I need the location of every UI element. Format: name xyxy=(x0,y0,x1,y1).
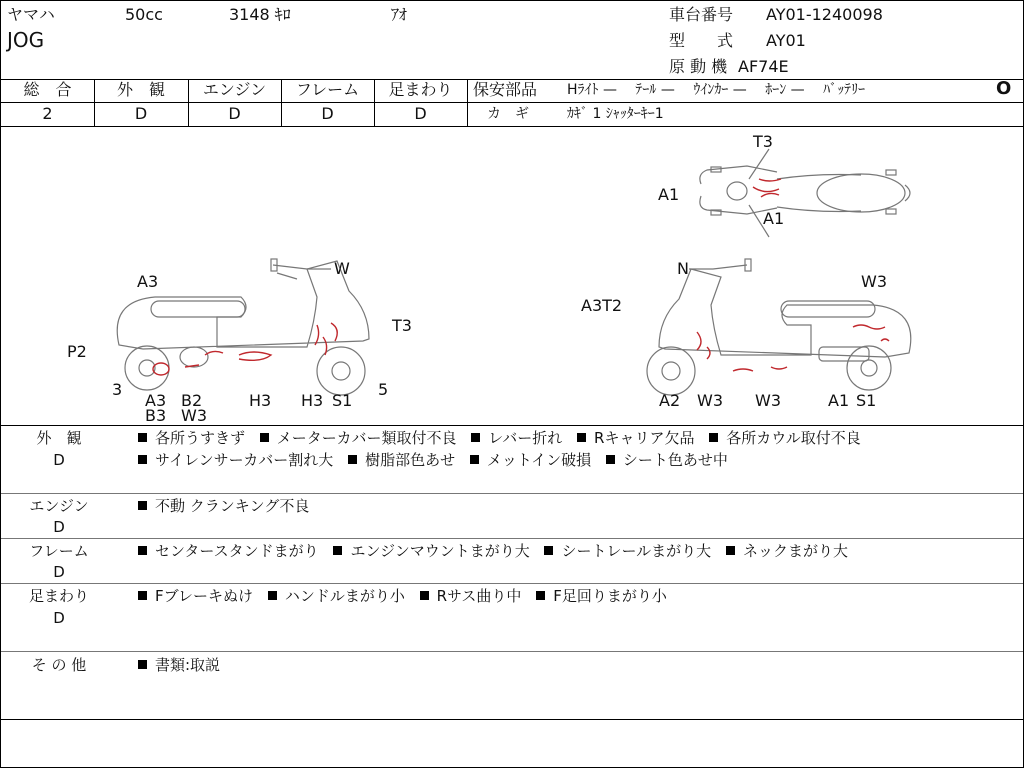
engine-label: 原 動 機 xyxy=(669,57,728,76)
grade-label: 総 合 xyxy=(23,80,72,99)
remarks-line xyxy=(138,449,738,471)
diagram-label: H3 xyxy=(301,391,324,410)
section-label: 足まわり xyxy=(28,587,89,605)
diagram-label: B2 xyxy=(181,391,203,410)
diagram-label: B3 xyxy=(145,406,167,425)
grade-label: フレーム xyxy=(295,80,360,99)
model-name: JOG xyxy=(7,28,45,52)
diagram-label: W3 xyxy=(755,391,781,410)
remark-item: ネックまがり大 xyxy=(742,542,848,560)
grade-label: 外 観 xyxy=(116,80,165,99)
diagram-label: A3T2 xyxy=(581,296,623,315)
remarks-line xyxy=(138,585,677,607)
remark-item: Fブレーキぬけ xyxy=(155,587,254,605)
remark-item: Rサス曲り中 xyxy=(436,587,522,605)
remark-item: レバー折れ xyxy=(488,429,563,447)
remark-item: 不動 クランキング不良 xyxy=(155,497,310,515)
body-color: ｱｵ xyxy=(391,5,408,24)
remark-item: 樹脂部色あせ xyxy=(365,451,456,469)
diagram-label: A3 xyxy=(137,272,159,291)
remark-item: Rキャリア欠品 xyxy=(594,429,695,447)
grade-value: 2 xyxy=(42,104,53,123)
diagram-label: 3 xyxy=(112,380,123,399)
diagram-label: W3 xyxy=(697,391,723,410)
diagram-labels xyxy=(1,127,1023,425)
type-label: 型 式 xyxy=(669,31,734,50)
remark-item: メーターカバー類取付不良 xyxy=(276,429,457,447)
grade-value: D xyxy=(134,104,148,123)
frame-number-label: 車台番号 xyxy=(669,5,734,24)
remarks-line xyxy=(138,654,230,676)
grade-value: D xyxy=(228,104,241,123)
diagram-label: A1 xyxy=(658,185,680,204)
remark-item: ハンドルまがり小 xyxy=(284,587,405,605)
diagram-label: T3 xyxy=(392,316,412,335)
remark-item: F足回りまがり小 xyxy=(553,587,667,605)
frame-number: AY01-1240098 xyxy=(766,5,883,24)
remark-item: メットイン破損 xyxy=(486,451,592,469)
diagram-label: A2 xyxy=(659,391,681,410)
diagram-label: S1 xyxy=(856,391,877,410)
diagram-label: A1 xyxy=(828,391,850,410)
section-grade: D xyxy=(53,518,65,536)
grade-label: エンジン xyxy=(202,80,267,99)
diagram-label: H3 xyxy=(249,391,272,410)
grade-value: D xyxy=(321,104,334,123)
section-grade: D xyxy=(53,451,65,469)
section-label: エンジン xyxy=(29,497,89,515)
grade-value: D xyxy=(414,104,427,123)
remark-item: センタースタンドまがり xyxy=(155,542,319,560)
diagram-label: T3 xyxy=(753,132,773,151)
diagram-label: N xyxy=(677,259,689,278)
engine-value: AF74E xyxy=(738,57,789,76)
diagram-label: W3 xyxy=(861,272,887,291)
battery-status: O xyxy=(996,78,1012,99)
diagram-label: W3 xyxy=(181,406,207,425)
diagram-label: A1 xyxy=(763,209,785,228)
remarks-line xyxy=(138,427,871,449)
safety-parts-items: Hﾗｲﾄ — ﾃｰﾙ — ｳｲﾝｶｰ — ﾎｰﾝ — ﾊﾞｯﾃﾘｰ xyxy=(567,82,866,98)
remark-item: 書類:取説 xyxy=(155,656,221,674)
maker: ヤマハ xyxy=(7,5,55,24)
section-grade: D xyxy=(53,609,65,627)
section-label: 外 観 xyxy=(36,429,82,447)
type-value: AY01 xyxy=(766,31,806,50)
remark-item: エンジンマウントまがり大 xyxy=(350,542,530,560)
diagram-label: S1 xyxy=(332,391,353,410)
displacement: 50cc xyxy=(125,5,163,24)
remark-item: シートレールまがり大 xyxy=(561,542,712,560)
key-value: ｶｷﾞ 1 ｼｬｯﾀｰｷｰ1 xyxy=(567,106,664,122)
section-label: そ の 他 xyxy=(31,656,87,674)
mileage: 3148 ｷﾛ xyxy=(229,5,291,24)
safety-parts-label: 保安部品 xyxy=(473,80,538,99)
diagram-label: W xyxy=(334,259,350,278)
remark-item: シート色あせ中 xyxy=(622,451,728,469)
diagram-label: A3 xyxy=(145,391,167,410)
remark-item: 各所カウル取付不良 xyxy=(726,429,861,447)
remarks-line xyxy=(138,495,319,517)
remark-item: 各所うすきず xyxy=(155,429,246,447)
grade-label: 足まわり xyxy=(388,80,453,99)
section-grade: D xyxy=(53,563,65,581)
remark-item: サイレンサーカバー割れ大 xyxy=(155,451,334,469)
section-label: フレーム xyxy=(29,542,89,560)
remarks-line xyxy=(138,540,858,562)
key-label: カ ギ xyxy=(487,106,529,122)
diagram-label: 5 xyxy=(378,380,389,399)
diagram-label: P2 xyxy=(67,342,87,361)
